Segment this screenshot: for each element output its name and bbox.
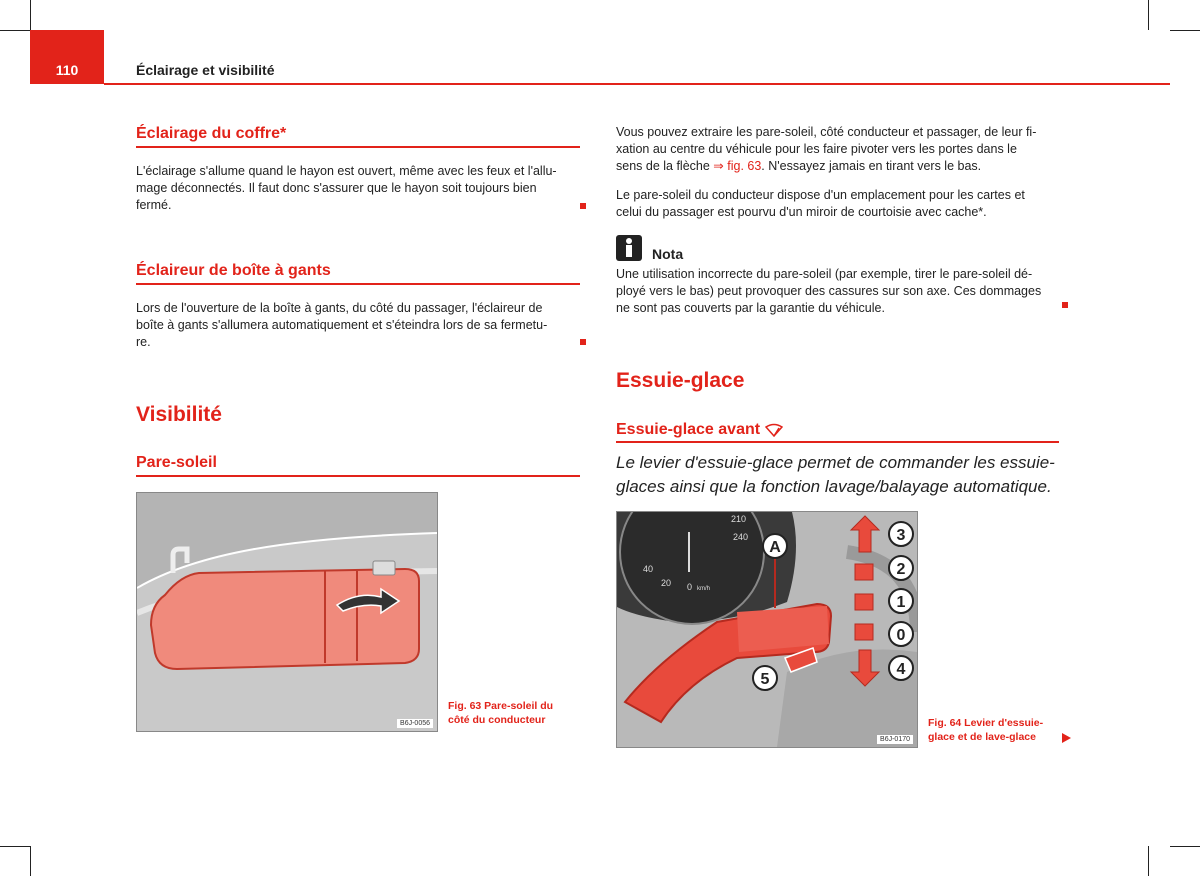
wiper-intro: [616, 451, 1086, 499]
heading-rule: [616, 441, 1059, 443]
gauge-number: 40: [643, 564, 654, 574]
position-label: 4: [896, 661, 906, 678]
text-line: mage déconnectés. Il faut donc s'assurer que le hayon soit toujours bien: [136, 181, 537, 195]
chapter-title: Éclairage et visibilité: [136, 62, 275, 78]
text-line: Le pare-soleil du conducteur dispose d'un emplacement pour les cartes et: [616, 188, 1025, 202]
text-line: [616, 158, 1066, 175]
gauge-number: 210: [731, 514, 747, 524]
crop-mark: [0, 30, 30, 31]
section-end-mark: [580, 203, 586, 209]
text-line: L'éclairage s'allume quand le hayon est ouvert, même avec les feux et l'allu-: [136, 164, 557, 178]
crop-mark: [1170, 30, 1200, 31]
header-rule: [104, 83, 1170, 85]
crop-mark: [1170, 846, 1200, 847]
glovebox-light-paragraph: [136, 300, 586, 351]
vanity-mirror-paragraph: [616, 187, 1066, 221]
crop-mark: [1148, 0, 1149, 30]
continue-arrow-icon: [1062, 733, 1071, 743]
front-wipers-heading: [616, 421, 783, 439]
sun-visor-figure: [136, 492, 438, 732]
gauge-number: 240: [733, 532, 749, 542]
figure-64-caption: [928, 716, 1043, 744]
note-paragraph: [616, 266, 1066, 317]
heading-text: Essuie-glace avant: [616, 421, 761, 438]
text-line: ployé vers le bas) peut provoquer des cassures sur son axe. Ces dommages: [616, 284, 1042, 298]
section-end-mark: [580, 339, 586, 345]
text-line: Le levier d'essuie-glace permet de commander les essuie-: [616, 453, 1055, 472]
figure-code: B6J-0170: [877, 735, 913, 744]
sun-visor-heading: Pare-soleil: [136, 454, 217, 471]
text-line: re.: [136, 335, 151, 349]
gauge-unit: km/h: [697, 586, 711, 592]
text-span: . N'essayez jamais en tirant vers le bas.: [761, 159, 982, 173]
text-span: sens de la flèche: [616, 159, 714, 173]
position-label: 1: [896, 594, 906, 611]
trunk-light-heading: Éclairage du coffre*: [136, 125, 287, 142]
position-label: 2: [896, 561, 906, 578]
wipers-heading: Essuie-glace: [616, 369, 745, 392]
caption-line: glace et de lave-glace: [928, 731, 1036, 743]
text-line: xation au centre du véhicule pour les faire pivoter vers les portes dans le: [616, 142, 1017, 156]
lever-label-a: A: [769, 539, 781, 556]
figure-63-link[interactable]: ⇒ fig. 63: [713, 159, 762, 173]
note-label: Nota: [652, 246, 684, 262]
sun-visor-illustration: [137, 493, 437, 731]
text-line: Vous pouvez extraire les pare-soleil, côté conducteur et passager, de leur fi-: [616, 125, 1037, 139]
crop-mark: [0, 846, 30, 847]
text-line: Lors de l'ouverture de la boîte à gants, du côté du passager, l'éclaireur de: [136, 301, 543, 315]
gauge-number: 20: [661, 578, 672, 588]
wiper-lever-illustration: [617, 512, 917, 747]
position-label: 0: [896, 627, 906, 644]
text-line: celui du passager est pourvu d'un miroir de courtoisie avec cache*.: [616, 205, 987, 219]
crop-mark: [1148, 846, 1149, 876]
info-icon: [616, 235, 642, 261]
glovebox-light-heading: Éclaireur de boîte à gants: [136, 262, 331, 279]
text-line: fermé.: [136, 198, 172, 212]
gauge-number: 0: [687, 582, 693, 592]
caption-line: côté du conducteur: [448, 714, 546, 726]
wiper-lever-figure: [616, 511, 918, 748]
heading-rule: [136, 283, 580, 285]
text-line: ne sont pas couverts par la garantie du véhicule.: [616, 301, 885, 315]
crop-mark: [30, 0, 31, 30]
trunk-light-paragraph: [136, 163, 586, 214]
info-glyph: [616, 235, 642, 261]
sun-visor-paragraph: [616, 124, 1066, 175]
heading-rule: [136, 475, 580, 477]
crop-mark: [30, 846, 31, 876]
lever-label-5: 5: [760, 671, 770, 688]
wiper-icon: [765, 423, 783, 437]
text-line: glaces ainsi que la fonction lavage/balayage automatique.: [616, 477, 1052, 496]
position-label: 3: [896, 527, 906, 544]
caption-line: Fig. 64 Levier d'essuie-: [928, 717, 1044, 729]
section-end-mark: [1062, 302, 1068, 308]
figure-63-caption: [448, 699, 553, 727]
page-number: 110: [55, 62, 79, 78]
figure-code: B6J-0056: [397, 719, 433, 728]
heading-rule: [136, 146, 580, 148]
visibility-heading: Visibilité: [136, 403, 222, 426]
caption-line: Fig. 63 Pare-soleil du: [448, 700, 554, 712]
text-line: boîte à gants s'allumera automatiquement et s'éteindra lors de sa fermetu-: [136, 318, 548, 332]
text-line: Une utilisation incorrecte du pare-soleil (par exemple, tirer le pare-soleil dé-: [616, 267, 1033, 281]
